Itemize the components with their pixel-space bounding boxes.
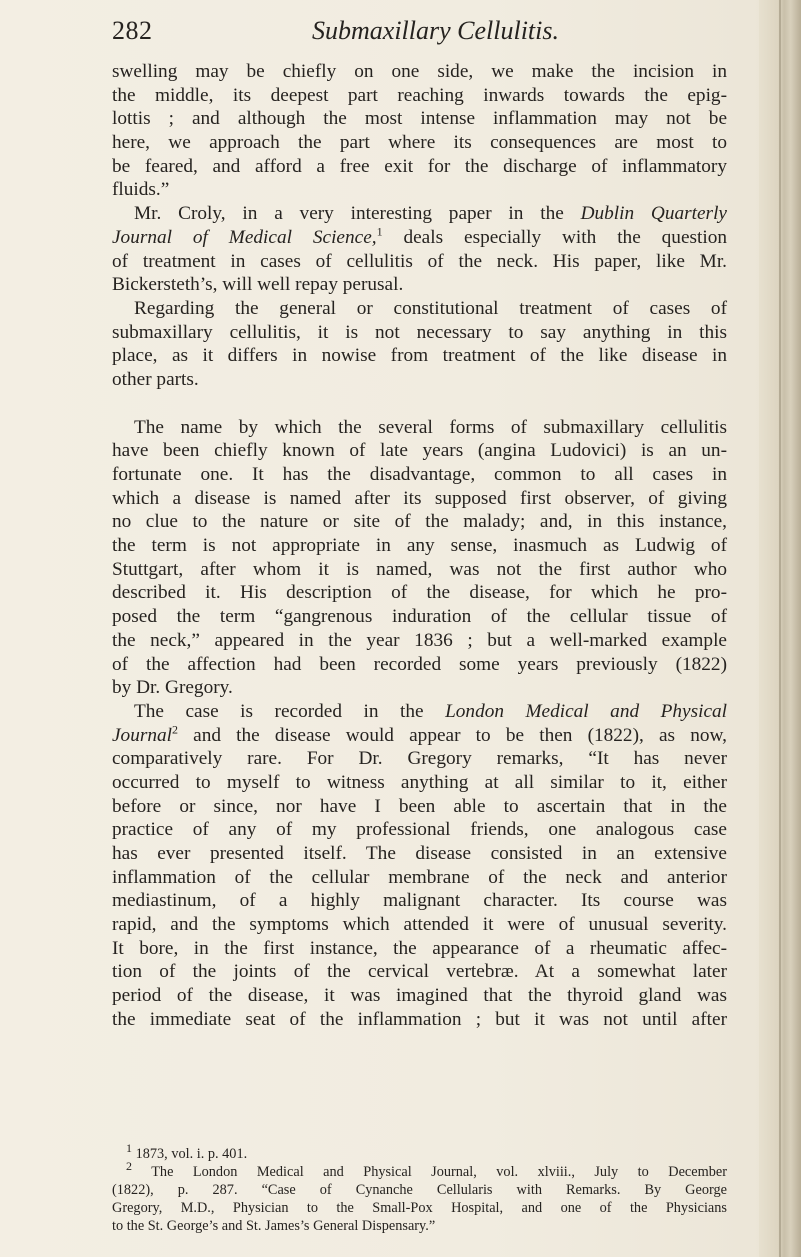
text-line: Regarding the general or constitutional treatment of cases of xyxy=(134,297,727,319)
text-line: other parts. xyxy=(112,368,199,390)
footnote-ref-2: 2 xyxy=(171,722,178,737)
paragraph-5 xyxy=(112,700,727,1032)
text-line: have been chiefly known of late years (angina Ludovici) is an un- xyxy=(112,440,727,462)
text-line: occurred to myself to witness anything at all similar to it, either xyxy=(112,771,727,793)
paragraph-gap xyxy=(112,392,727,416)
footnote-line: (1822), p. 287. “Case of Cynanche Cellularis with Remarks. By George xyxy=(112,1182,727,1198)
text-line: rapid, and the symptoms which attended it were of unusual severity. xyxy=(112,914,727,936)
text-fragment: deals especially with the question xyxy=(382,226,727,248)
text-line: swelling may be chiefly on one side, we make the incision in xyxy=(112,61,727,82)
footnotes xyxy=(112,1141,727,1235)
text-line: which a disease is named after its supposed first observer, of giving xyxy=(112,487,727,509)
text-line: Stuttgart, after whom it is named, was not the first author who xyxy=(112,558,727,580)
text-line: of treatment in cases of cellulitis of the neck. His paper, like Mr. xyxy=(112,250,727,272)
footnote-2 xyxy=(112,1159,727,1181)
footnote-text: 1873, vol. i. p. 401. xyxy=(132,1146,248,1162)
text-line xyxy=(112,724,727,748)
paragraph-4 xyxy=(112,416,727,700)
text-line: lottis ; and although the most intense inflammation may not be xyxy=(112,108,727,130)
text-line: inflammation of the cellular membrane of the neck and anterior xyxy=(112,866,727,888)
journal-title: Journal of Medical Science, xyxy=(112,226,377,248)
footnote-text: The London Medical and Physical Journal, vol. xlviii., July to December xyxy=(132,1164,727,1180)
text-line xyxy=(112,202,727,226)
text-line xyxy=(112,226,727,250)
text-line: submaxillary cellulitis, it is not necessary to say anything in this xyxy=(112,321,727,343)
text-line: comparatively rare. For Dr. Gregory remarks, “It has never xyxy=(112,748,727,770)
text-line: the immediate seat of the inflammation ; but it was not until after xyxy=(112,1008,727,1030)
page-edge-line xyxy=(779,0,781,1257)
text-fragment: and the disease would appear to be then (1822), as now, xyxy=(177,724,727,746)
text-line: fluids.” xyxy=(112,179,170,201)
footnote-ref-1: 1 xyxy=(376,224,383,239)
body-text xyxy=(112,60,727,1032)
text-line: Bickersteth’s, will well repay perusal. xyxy=(112,274,404,296)
text-line: by Dr. Gregory. xyxy=(112,677,233,699)
text-line: tion of the joints of the cervical vertebræ. At a somewhat later xyxy=(112,961,727,983)
page-number: 282 xyxy=(112,16,153,45)
text-line: fortunate one. It has the disadvantage, common to all cases in xyxy=(112,464,727,485)
text-line: period of the disease, it was imagined that the thyroid gland was xyxy=(112,985,727,1007)
journal-title: Dublin Quarterly xyxy=(580,203,727,225)
paragraph-3 xyxy=(112,297,727,392)
journal-title: Journal xyxy=(112,724,172,746)
text-line: before or since, nor have I been able to ascertain that in the xyxy=(112,795,727,817)
text-line: no clue to the nature or site of the malady; and, in this instance, xyxy=(112,511,727,533)
footnote-1 xyxy=(112,1141,727,1163)
footnote-marker: 1 xyxy=(126,1141,132,1156)
footnote-line: to the St. George’s and St. James’s General Dispensary.” xyxy=(112,1218,436,1234)
journal-title: London Medical and Physical xyxy=(445,700,727,722)
text-line: the middle, its deepest part reaching inwards towards the epig- xyxy=(112,84,727,106)
text-line: It bore, in the first instance, the appearance of a rheumatic affec- xyxy=(112,937,727,959)
page-header xyxy=(112,14,712,54)
text-fragment: The case is recorded in the xyxy=(134,700,446,722)
text-line: The name by which the several forms of submaxillary cellulitis xyxy=(134,416,727,438)
text-line: posed the term “gangrenous induration of the cellular tissue of xyxy=(112,606,727,628)
text-line xyxy=(112,700,727,724)
text-line: the term is not appropriate in any sense, inasmuch as Ludwig of xyxy=(112,535,727,557)
text-line: described it. His description of the disease, for which he pro- xyxy=(112,582,727,604)
text-line: here, we approach the part where its consequences are most to xyxy=(112,132,727,154)
paragraph-1 xyxy=(112,60,727,202)
footnote-line: Gregory, M.D., Physician to the Small-Pox Hospital, and one of the Physicians xyxy=(112,1200,727,1216)
text-line: of the affection had been recorded some years previously (1822) xyxy=(112,653,727,675)
running-title: Submaxillary Cellulitis. xyxy=(312,16,559,45)
text-fragment: Mr. Croly, in a very interesting paper in the xyxy=(134,203,581,225)
text-line: practice of any of my professional friends, one analogous case xyxy=(112,819,727,841)
footnote-marker: 2 xyxy=(126,1159,132,1174)
text-line: be feared, and afford a free exit for the discharge of inflammatory xyxy=(112,155,727,177)
text-line: place, as it differs in nowise from treatment of the like disease in xyxy=(112,345,727,367)
text-line: the neck,” appeared in the year 1836 ; but a well-marked example xyxy=(112,629,727,651)
paragraph-2 xyxy=(112,202,727,297)
text-line: mediastinum, of a highly malignant character. Its course was xyxy=(112,890,727,912)
text-line: has ever presented itself. The disease consisted in an extensive xyxy=(112,843,727,864)
